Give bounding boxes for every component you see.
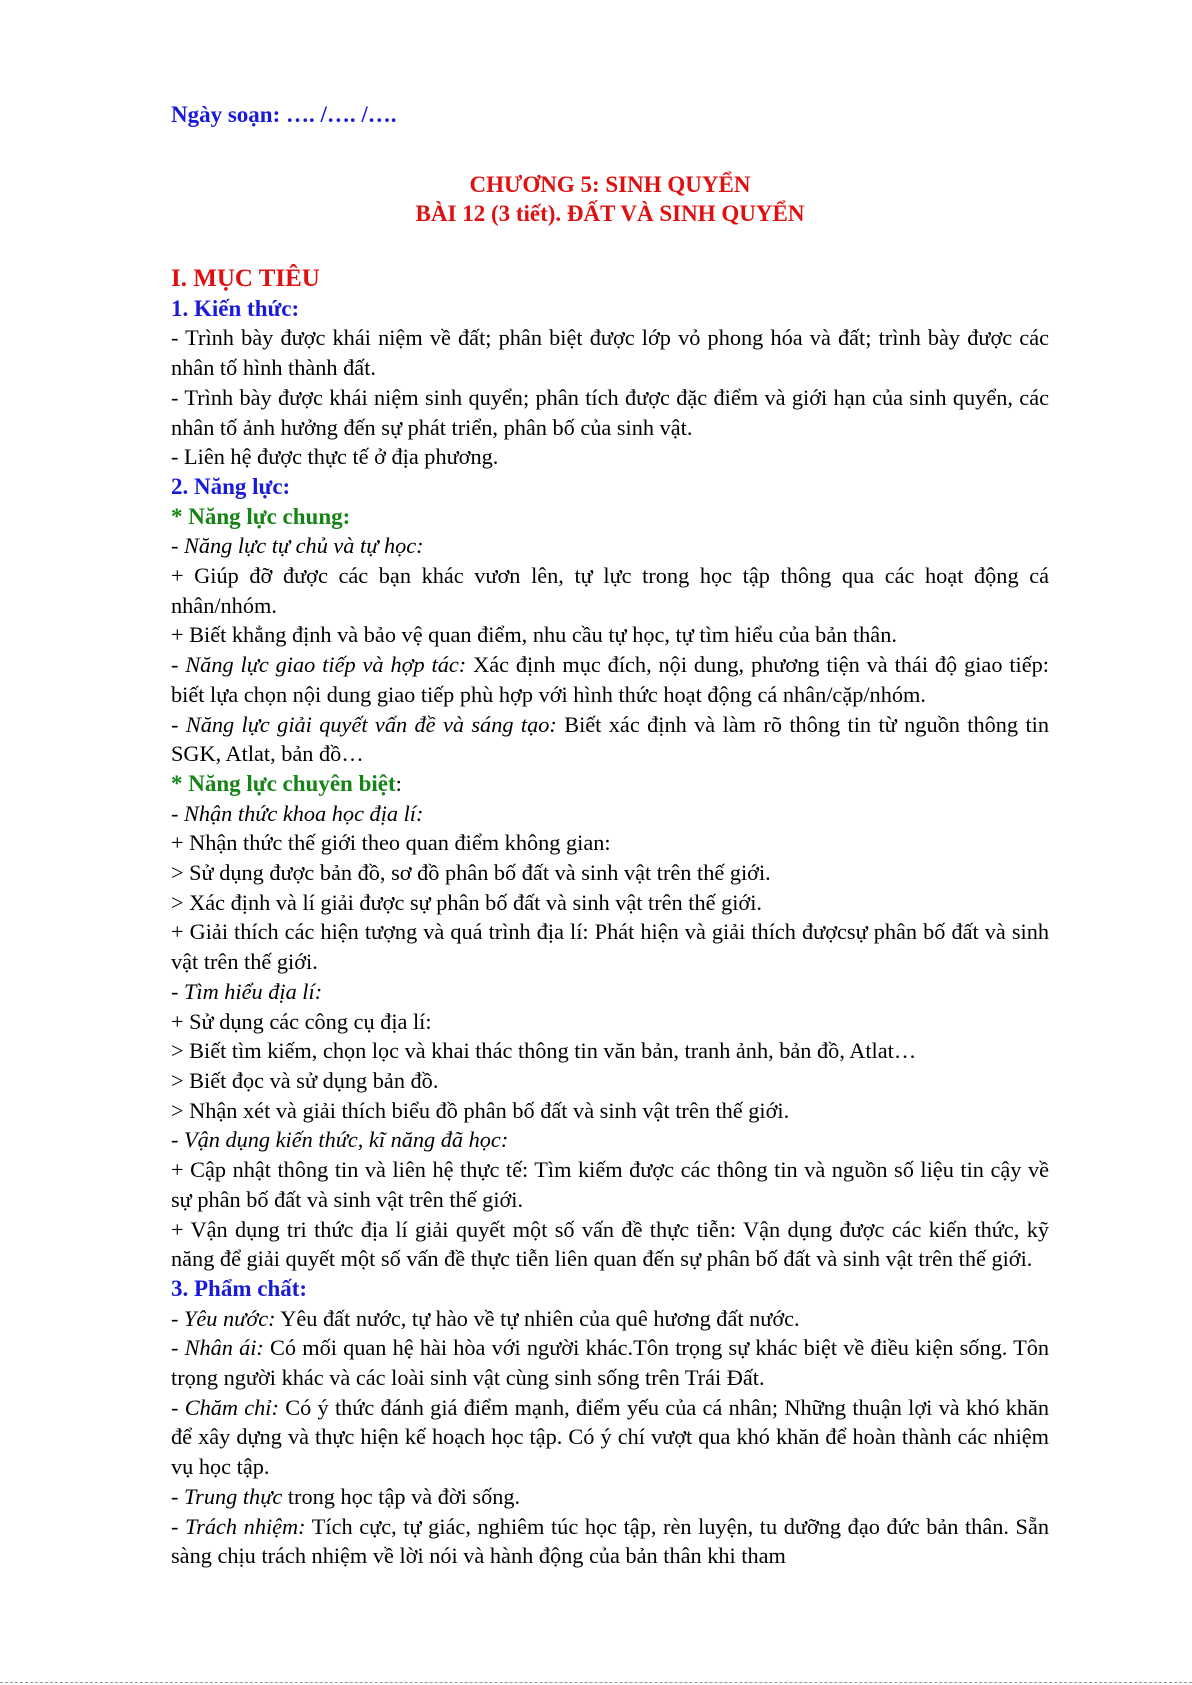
competency-text: Biết xác định và làm rõ thông tin từ nguồn thông tin SGK, Atlat, bản đồ… xyxy=(171,711,1049,767)
quality-text: Có ý thức đánh giá điểm mạnh, điểm yếu của cá nhân; Những thuận lợi và khó khăn để xây dựng và thực hiện kế hoạch học tập. Có ý chí vượt qua khó khăn để hoàn thành các nhiệm vụ học tập. xyxy=(171,1394,1049,1480)
lesson-plan-page xyxy=(171,100,1049,1571)
competency-item: > Nhận xét và giải thích biểu đồ phân bố đất và sinh vật trên thế giới. xyxy=(171,1097,790,1123)
competency-item xyxy=(171,710,1049,769)
competency-item xyxy=(171,650,1049,709)
quality-item xyxy=(171,1304,1049,1334)
knowledge-item: - Liên hệ được thực tế ở địa phương. xyxy=(171,444,499,470)
quality-text: Có mối quan hệ hài hòa với người khác.Tôn trọng sự khác biệt về điều kiện sống. Tôn trọng người khác và các loài sinh vật cùng sinh sống trên Trái Đất. xyxy=(171,1335,1049,1391)
competency-item: + Giải thích các hiện tượng và quá trình địa lí: Phát hiện và giải thích đượcsự phân bố đất và sinh vật trên thế giới. xyxy=(171,919,1049,975)
competency-item: + Sử dụng các công cụ địa lí: xyxy=(171,1008,432,1034)
quality-label: - Trách nhiệm: xyxy=(171,1513,306,1539)
prep-date: Ngày soạn: …. /…. /…. xyxy=(171,102,397,127)
competency-item: + Biết khẳng định và bảo vệ quan điểm, nhu cầu tự học, tự tìm hiểu của bản thân. xyxy=(171,622,897,648)
competency-item: + Giúp đỡ được các bạn khác vươn lên, tự lực trong học tập thông qua các hoạt động cá nhân/nhóm. xyxy=(171,563,1049,618)
lesson-title: BÀI 12 (3 tiết). ĐẤT VÀ SINH QUYỂN xyxy=(415,200,805,226)
heading-competency: 2. Năng lực: xyxy=(171,473,291,499)
quality-text: Tích cực, tự giác, nghiêm túc học tập, rèn luyện, tu dưỡng đạo đức bản thân. Sẵn sàng chịu trách nhiệm về lời nói và hành động của bản thân khi tham xyxy=(171,1513,1049,1569)
competency-item: + Cập nhật thông tin và liên hệ thực tế: Tìm kiếm được các thông tin và nguồn số liệu tin cậy về sự phân bố đất và sinh vật trên thế giới. xyxy=(171,1157,1049,1212)
competency-label: - Năng lực giao tiếp và hợp tác: xyxy=(171,652,467,678)
quality-label: - Chăm chỉ: xyxy=(171,1394,279,1420)
competency-label: - Nhận thức khoa học địa lí: xyxy=(171,800,424,826)
competency-item: > Biết đọc và sử dụng bản đồ. xyxy=(171,1067,439,1093)
competency-label: - Tìm hiểu địa lí: xyxy=(171,978,323,1004)
heading-qualities: 3. Phẩm chất: xyxy=(171,1275,308,1301)
quality-label: - Trung thực xyxy=(171,1483,283,1509)
quality-label: - Nhân ái: xyxy=(171,1335,264,1361)
chapter-title: CHƯƠNG 5: SINH QUYỂN xyxy=(469,171,751,197)
competency-item: > Xác định và lí giải được sự phân bố đất và sinh vật trên thế giới. xyxy=(171,889,762,915)
heading-knowledge: 1. Kiến thức: xyxy=(171,295,300,321)
quality-text: Yêu đất nước, tự hào về tự nhiên của quê hương đất nước. xyxy=(275,1305,800,1331)
competency-label: - Vận dụng kiến thức, kĩ năng đã học: xyxy=(171,1127,509,1153)
competency-item: > Sử dụng được bản đồ, sơ đồ phân bố đất và sinh vật trên thế giới. xyxy=(171,860,771,886)
competency-item: + Vận dụng tri thức địa lí giải quyết một số vấn đề thực tiễn: Vận dụng được các kiến thức, kỹ năng để giải quyết một số vấn đề thực tiễn liên quan đến sự phân bố đất và sinh vật trên thế giới. xyxy=(171,1216,1049,1272)
page-bottom-divider xyxy=(0,1682,1192,1683)
section-objectives: I. MỤC TIÊU xyxy=(171,264,320,292)
competency-label: - Năng lực giải quyết vấn đề và sáng tạo: xyxy=(171,711,557,737)
competency-label: - Năng lực tự chủ và tự học: xyxy=(171,533,424,559)
heading-specific-competency: * Năng lực chuyên biệt: xyxy=(171,770,402,796)
competency-item: > Biết tìm kiếm, chọn lọc và khai thác thông tin văn bản, tranh ảnh, bản đồ, Atlat… xyxy=(171,1038,917,1064)
knowledge-item: - Trình bày được khái niệm sinh quyển; phân tích được đặc điểm và giới hạn của sinh quyển, các nhân tố ảnh hưởng đến sự phát triển, phân bố của sinh vật. xyxy=(171,384,1049,440)
competency-item: + Nhận thức thế giới theo quan điểm không gian: xyxy=(171,830,611,856)
heading-general-competency: * Năng lực chung: xyxy=(171,503,351,529)
knowledge-item: - Trình bày được khái niệm về đất; phân biệt được lớp vỏ phong hóa và đất; trình bày được các nhân tố hình thành đất. xyxy=(171,325,1049,381)
quality-item xyxy=(171,1393,1049,1482)
competency-text: Xác định mục đích, nội dung, phương tiện và thái độ giao tiếp: biết lựa chọn nội dung giao tiếp phù hợp với hình thức hoạt động cá nhân/cặp/nhóm. xyxy=(171,652,1049,707)
quality-item xyxy=(171,1333,1049,1392)
quality-item xyxy=(171,1482,1049,1512)
quality-text: trong học tập và đời sống. xyxy=(282,1483,521,1509)
quality-label: - Yêu nước: xyxy=(171,1305,276,1331)
quality-item xyxy=(171,1512,1049,1571)
